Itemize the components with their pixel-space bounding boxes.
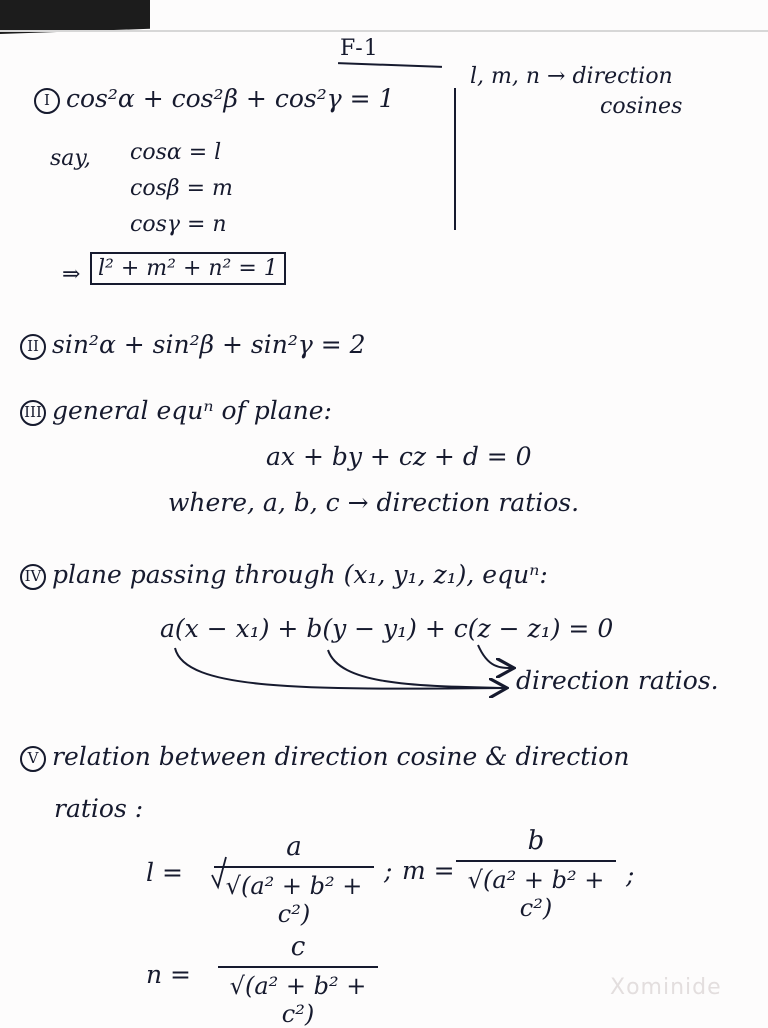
item-v-heading: relation between direction cosine & direction xyxy=(52,742,630,771)
m-fraction-bar xyxy=(456,860,616,862)
item-iii-heading: general equⁿ of plane: xyxy=(52,396,332,425)
item-i-number: I xyxy=(34,88,60,114)
item-iii-number: III xyxy=(20,400,46,426)
n-numerator: c xyxy=(290,932,306,962)
page-title: F-1 xyxy=(340,36,379,61)
item-v-heading2: ratios : xyxy=(54,794,144,823)
item-i-say3: cosγ = n xyxy=(130,212,227,237)
n-fraction xyxy=(218,932,378,1028)
arrow-from-c xyxy=(478,645,512,668)
m-fraction xyxy=(456,826,616,922)
l-denominator: √(a² + b² + c²) xyxy=(225,872,363,928)
sep-semicolon-1: ; xyxy=(384,856,393,885)
item-iv-arrow-label: direction ratios. xyxy=(516,666,719,695)
item-i-note: l, m, n → direction xyxy=(470,64,673,89)
n-lhs: n = xyxy=(146,960,191,989)
arrow-from-b xyxy=(328,650,505,688)
m-lhs: m = xyxy=(402,856,455,885)
l-fraction-bar xyxy=(214,866,374,868)
item-i-say: say, xyxy=(50,146,91,171)
arrow-from-a xyxy=(175,648,505,689)
item-i-result: l² + m² + n² = 1 xyxy=(90,252,286,285)
item-ii-formula: sin²α + sin²β + sin²γ = 2 xyxy=(52,330,366,359)
item-ii-number: II xyxy=(20,334,46,360)
n-fraction-bar xyxy=(218,966,378,968)
item-i-note2: cosines xyxy=(600,94,683,119)
l-lhs: l = xyxy=(146,858,183,887)
l-fraction xyxy=(214,832,374,928)
n-denominator: √(a² + b² + c²) xyxy=(229,972,367,1028)
item-v-number: V xyxy=(20,746,46,772)
item-iii-formula: ax + by + cz + d = 0 xyxy=(266,442,532,471)
m-numerator: b xyxy=(527,826,545,856)
item-i-formula: cos²α + cos²β + cos²γ = 1 xyxy=(66,84,395,113)
implies-arrow: ⇒ xyxy=(62,262,81,287)
l-numerator: a xyxy=(286,832,302,862)
item-iv-number: IV xyxy=(20,564,46,590)
item-i-say1: cosα = l xyxy=(130,140,222,165)
item-v-line xyxy=(20,744,629,772)
item-iv-heading: plane passing through (x₁, y₁, z₁), equⁿ: xyxy=(52,560,548,589)
watermark-text: Xominide xyxy=(610,975,722,1000)
item-i-say2: cosβ = m xyxy=(130,176,233,201)
m-denominator: √(a² + b² + c²) xyxy=(467,866,605,922)
item-iii-where: where, a, b, c → direction ratios. xyxy=(168,488,580,517)
sep-semicolon-2: ; xyxy=(626,860,635,889)
item-iv-formula: a(x − x₁) + b(y − y₁) + c(z − z₁) = 0 xyxy=(160,614,614,643)
